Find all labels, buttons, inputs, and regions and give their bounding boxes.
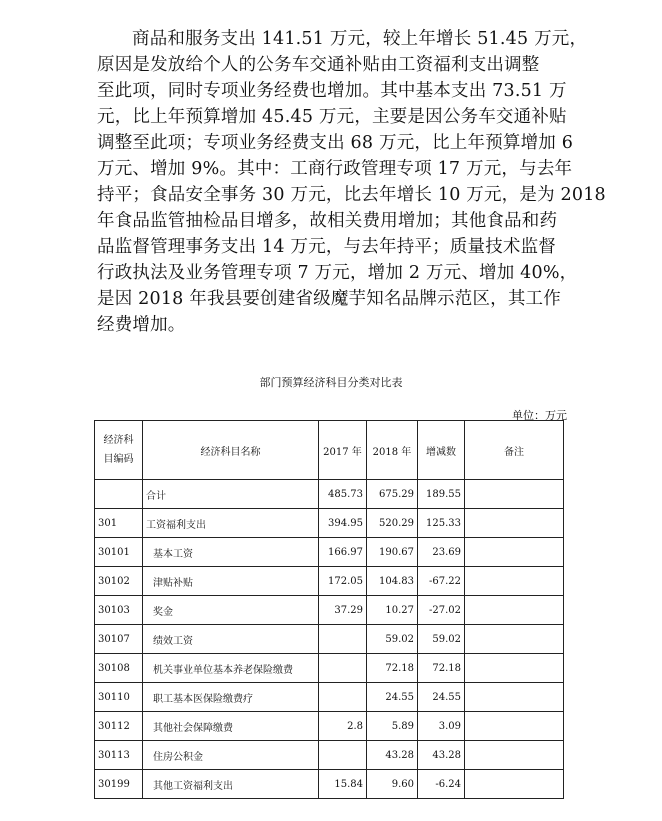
cell-name: 职工基本医保险缴费疗: [143, 683, 319, 712]
paragraph-line: 原因是发放给个人的公务车交通补贴由工资福利支出调整: [97, 55, 540, 75]
cell-2017: 394.95: [319, 509, 367, 538]
cell-name: 机关事业单位基本养老保险缴费: [143, 654, 319, 683]
cell-code: 30108: [95, 654, 143, 683]
cell-name: 住房公积金: [143, 741, 319, 770]
cell-name: 基本工资: [143, 538, 319, 567]
cell-2017: 15.84: [319, 770, 367, 799]
cell-change: -27.02: [418, 596, 465, 625]
paragraph-line: 是因 2018 年我县要创建省级魔芋知名品牌示范区，其工作: [97, 289, 561, 309]
cell-code: 30103: [95, 596, 143, 625]
header-code: [95, 421, 143, 480]
table-row: [95, 625, 564, 654]
cell-change: 43.28: [418, 741, 465, 770]
header-code-line: 目编码: [103, 454, 134, 465]
cell-2018: 675.29: [367, 480, 418, 509]
cell-note: [465, 596, 564, 625]
cell-change: 24.55: [418, 683, 465, 712]
cell-name: 奖金: [143, 596, 319, 625]
cell-2018: 104.83: [367, 567, 418, 596]
cell-2018: 520.29: [367, 509, 418, 538]
cell-change: -67.22: [418, 567, 465, 596]
cell-name: 其他工资福利支出: [143, 770, 319, 799]
paragraph-line: 至此项，同时专项业务经费也增加。其中基本支出 73.51 万: [97, 81, 567, 101]
table-row: [95, 480, 564, 509]
paragraph-line: 元，比上年预算增加 45.45 万元，主要是因公务车交通补贴: [97, 107, 567, 127]
table-row: [95, 683, 564, 712]
paragraph-line: 行政执法及业务管理专项 7 万元，增加 2 万元、增加 40%，: [97, 263, 578, 283]
cell-code: 301: [95, 509, 143, 538]
cell-2017: 2.8: [319, 712, 367, 741]
paragraph-line: 调整至此项；专项业务经费支出 68 万元，比上年预算增加 6: [97, 133, 574, 153]
cell-code: [95, 480, 143, 509]
table-header-row: [95, 421, 564, 480]
header-2017: 2017 年: [319, 421, 367, 480]
cell-code: 30107: [95, 625, 143, 654]
cell-name: 津贴补贴: [143, 567, 319, 596]
cell-note: [465, 654, 564, 683]
cell-2017: 166.97: [319, 538, 367, 567]
table-title: 部门预算经济科目分类对比表: [259, 376, 403, 389]
cell-change: 23.69: [418, 538, 465, 567]
cell-2018: 59.02: [367, 625, 418, 654]
cell-code: 30112: [95, 712, 143, 741]
cell-2018: 5.89: [367, 712, 418, 741]
cell-change: 125.33: [418, 509, 465, 538]
cell-2017: [319, 625, 367, 654]
cell-name: 其他社会保障缴费: [143, 712, 319, 741]
budget-comparison-table: [94, 420, 564, 799]
cell-2017: [319, 654, 367, 683]
cell-2017: [319, 683, 367, 712]
cell-2018: 10.27: [367, 596, 418, 625]
table-row: [95, 770, 564, 799]
paragraph-line: 经费增加。: [97, 315, 186, 335]
cell-note: [465, 712, 564, 741]
cell-2018: 24.55: [367, 683, 418, 712]
table-row: [95, 596, 564, 625]
cell-name: 工资福利支出: [143, 509, 319, 538]
cell-2018: 190.67: [367, 538, 418, 567]
cell-code: 30102: [95, 567, 143, 596]
paragraph-line: 万元、增加 9%。其中：工商行政管理专项 17 万元，与去年: [97, 159, 573, 179]
paragraph-line: 持平；食品安全事务 30 万元，比去年增长 10 万元，是为 2018: [97, 185, 606, 205]
paragraph-line: 商品和服务支出 141.51 万元，较上年增长 51.45 万元，: [132, 29, 588, 49]
header-name: 经济科目名称: [143, 421, 319, 480]
cell-note: [465, 538, 564, 567]
cell-2017: 485.73: [319, 480, 367, 509]
cell-change: 72.18: [418, 654, 465, 683]
cell-note: [465, 480, 564, 509]
cell-2017: [319, 741, 367, 770]
table-row: [95, 538, 564, 567]
header-code-line: 经济科: [103, 435, 134, 446]
header-note: 备注: [465, 421, 564, 480]
paragraph-line: 品监督管理事务支出 14 万元，与去年持平；质量技术监督: [97, 237, 556, 257]
cell-change: 189.55: [418, 480, 465, 509]
cell-note: [465, 567, 564, 596]
cell-2018: 43.28: [367, 741, 418, 770]
cell-2017: 37.29: [319, 596, 367, 625]
body-paragraph: [97, 26, 606, 338]
cell-note: [465, 741, 564, 770]
table-row: [95, 509, 564, 538]
cell-2018: 72.18: [367, 654, 418, 683]
table-row: [95, 654, 564, 683]
cell-change: -6.24: [418, 770, 465, 799]
cell-name: 绩效工资: [143, 625, 319, 654]
cell-2018: 9.60: [367, 770, 418, 799]
cell-code: 30113: [95, 741, 143, 770]
unit-label: 单位：万元: [512, 409, 567, 422]
table-row: [95, 567, 564, 596]
cell-note: [465, 509, 564, 538]
cell-change: 3.09: [418, 712, 465, 741]
table-row: [95, 712, 564, 741]
cell-name: 合计: [143, 480, 319, 509]
cell-note: [465, 770, 564, 799]
cell-2017: 172.05: [319, 567, 367, 596]
cell-note: [465, 625, 564, 654]
header-change: 增减数: [418, 421, 465, 480]
cell-code: 30110: [95, 683, 143, 712]
cell-code: 30199: [95, 770, 143, 799]
header-2018: 2018 年: [367, 421, 418, 480]
cell-change: 59.02: [418, 625, 465, 654]
cell-code: 30101: [95, 538, 143, 567]
cell-note: [465, 683, 564, 712]
table-row: [95, 741, 564, 770]
paragraph-line: 年食品监管抽检品目增多，故相关费用增加；其他食品和药: [97, 211, 558, 231]
